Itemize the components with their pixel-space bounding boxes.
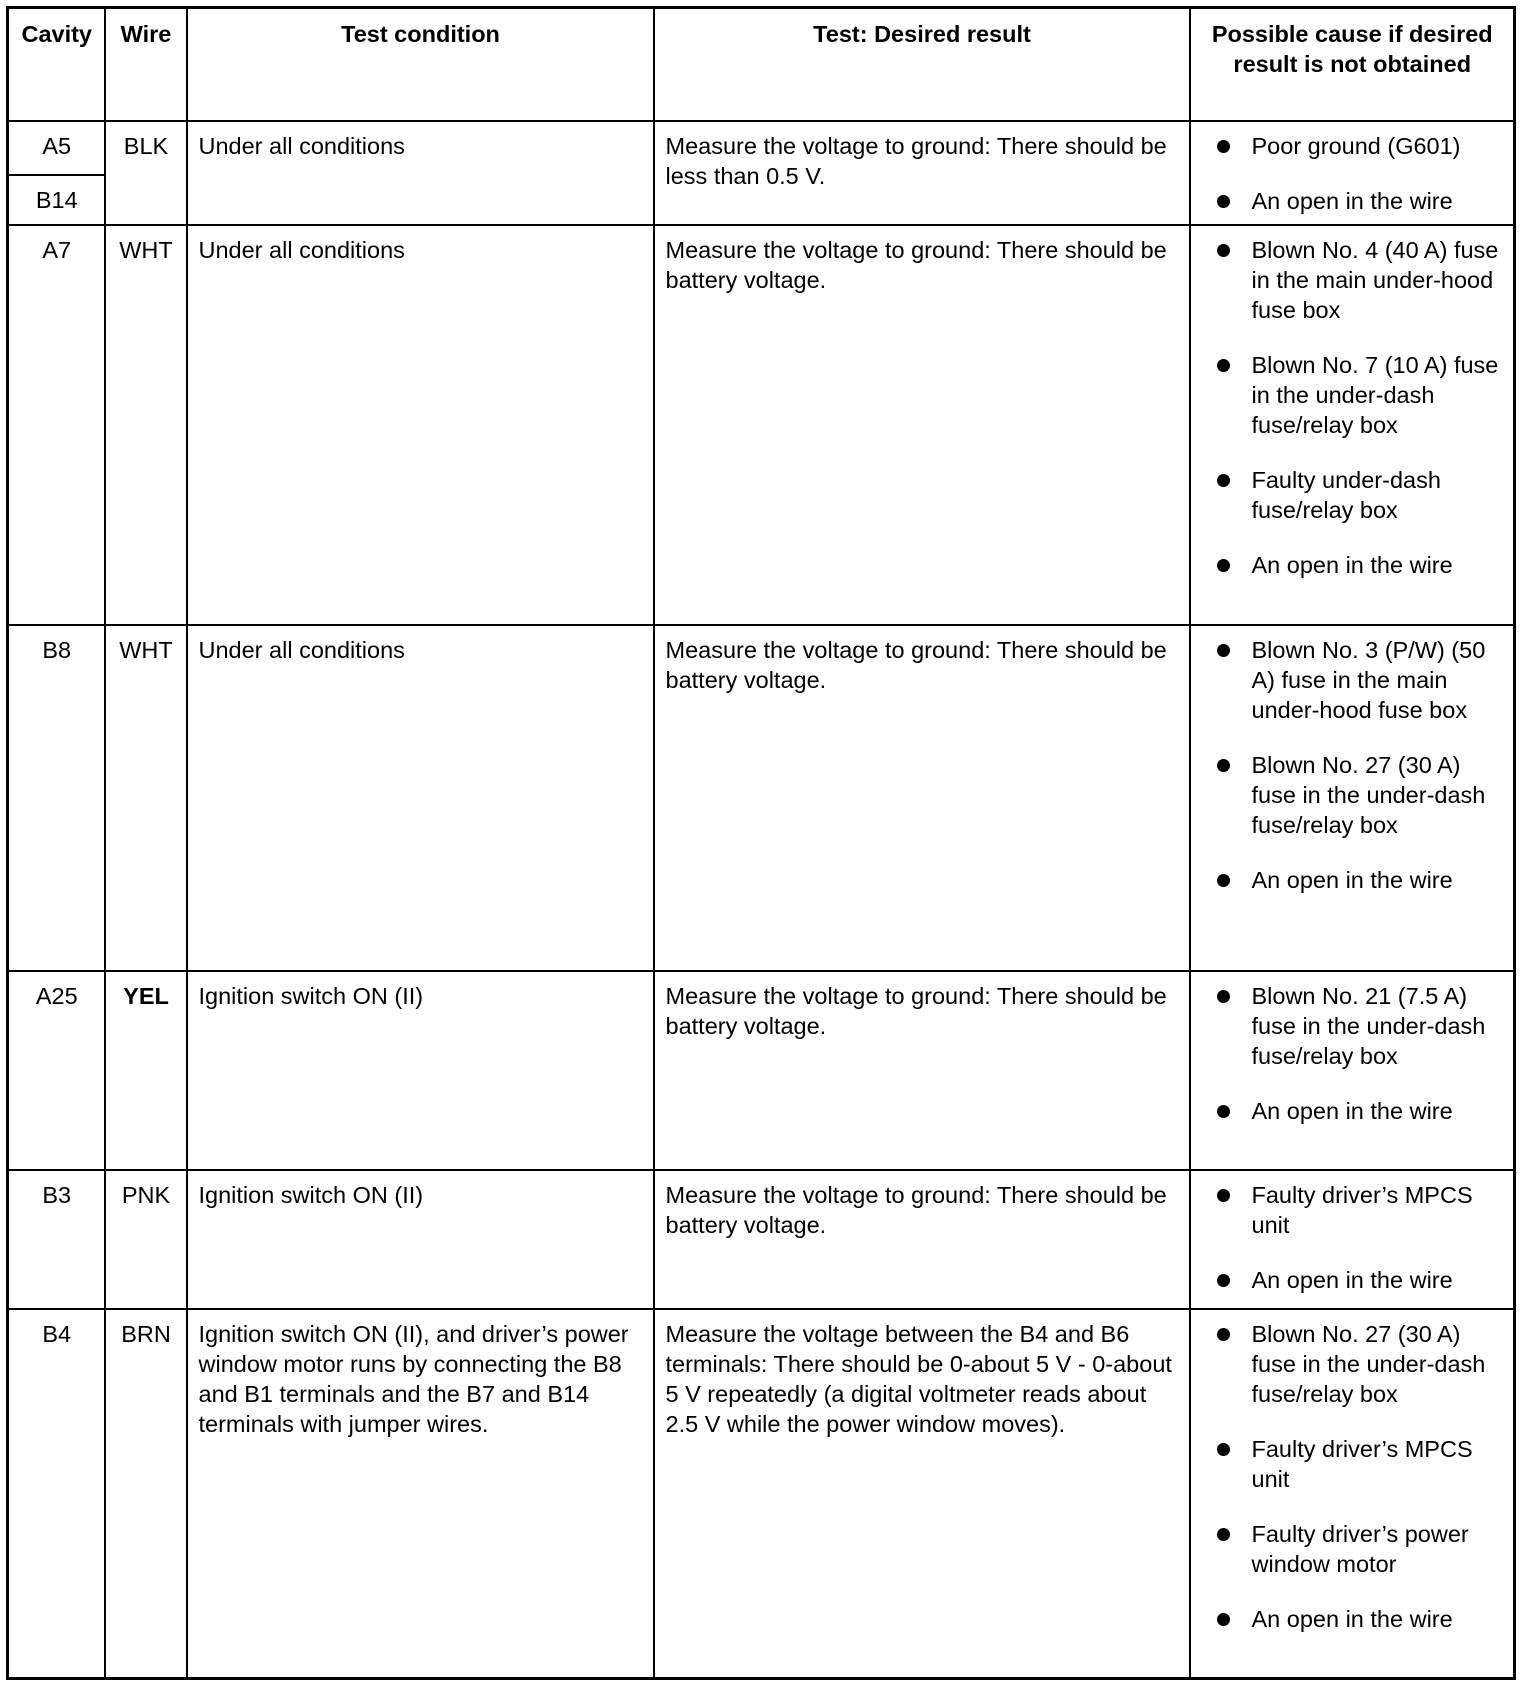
cause-cell xyxy=(1190,971,1515,1170)
cavity-cell: B8 xyxy=(8,625,105,971)
cause-list xyxy=(1202,235,1504,580)
cause-cell xyxy=(1190,121,1515,225)
result-cell: Measure the voltage to ground: There should be battery voltage. xyxy=(654,225,1190,625)
table-row-a5 xyxy=(8,121,1515,175)
cause-item xyxy=(1202,131,1504,161)
cause-text: An open in the wire xyxy=(1251,551,1453,578)
cause-item xyxy=(1202,1319,1504,1409)
header-test-condition: Test condition xyxy=(187,8,654,121)
condition-cell: Under all conditions xyxy=(187,625,654,971)
cause-text: Blown No. 27 (30 A) fuse in the under-dash fuse/relay box xyxy=(1251,1320,1486,1407)
bullet-icon xyxy=(1217,1274,1230,1287)
result-cell: Measure the voltage between the B4 and B6 terminals: There should be 0-about 5 V - 0-about 5 V repeatedly (a digital voltmeter reads about 2.5 V while the power window moves). xyxy=(654,1309,1190,1679)
cavity-cell: A25 xyxy=(8,971,105,1170)
bullet-icon xyxy=(1217,990,1230,1003)
bullet-icon xyxy=(1217,140,1230,153)
cavity-cell: B3 xyxy=(8,1170,105,1309)
bullet-icon xyxy=(1217,1328,1230,1341)
cause-text: Faulty driver’s power window motor xyxy=(1251,1520,1469,1577)
connector-test-table-wrapper xyxy=(6,6,1516,1680)
result-cell: Measure the voltage to ground: There should be battery voltage. xyxy=(654,625,1190,971)
table-row-a7 xyxy=(8,225,1515,625)
header-cavity: Cavity xyxy=(8,8,105,121)
bullet-icon xyxy=(1217,1105,1230,1118)
cause-text: Blown No. 7 (10 A) fuse in the under-dash fuse/relay box xyxy=(1251,351,1499,438)
cause-text: Poor ground (G601) xyxy=(1251,132,1461,159)
cause-item xyxy=(1202,1180,1504,1240)
bullet-icon xyxy=(1217,1528,1230,1541)
wire-cell: BLK xyxy=(105,121,187,225)
cause-item xyxy=(1202,186,1504,216)
wire-cell: WHT xyxy=(105,225,187,625)
bullet-icon xyxy=(1217,474,1230,487)
cause-item xyxy=(1202,750,1504,840)
header-wire: Wire xyxy=(105,8,187,121)
cavity-cell: A5 xyxy=(8,121,105,175)
bullet-icon xyxy=(1217,1443,1230,1456)
cause-item xyxy=(1202,1604,1504,1634)
cause-text: An open in the wire xyxy=(1251,866,1453,893)
cause-item xyxy=(1202,1265,1504,1295)
result-cell: Measure the voltage to ground: There should be less than 0.5 V. xyxy=(654,121,1190,225)
connector-test-table xyxy=(6,6,1516,1680)
condition-cell: Ignition switch ON (II) xyxy=(187,1170,654,1309)
cause-item xyxy=(1202,981,1504,1071)
cavity-cell: B4 xyxy=(8,1309,105,1679)
bullet-icon xyxy=(1217,1613,1230,1626)
cause-item xyxy=(1202,635,1504,725)
wire-cell: PNK xyxy=(105,1170,187,1309)
cause-text: An open in the wire xyxy=(1251,1097,1453,1124)
cause-text: An open in the wire xyxy=(1251,187,1453,214)
cause-text: Faulty driver’s MPCS unit xyxy=(1251,1435,1473,1492)
cause-list xyxy=(1202,1180,1504,1295)
cause-item xyxy=(1202,350,1504,440)
header-possible-cause: Possible cause if desired result is not obtained xyxy=(1190,8,1515,121)
cause-list xyxy=(1202,131,1504,216)
header-row xyxy=(8,8,1515,121)
cause-text: Blown No. 21 (7.5 A) fuse in the under-dash fuse/relay box xyxy=(1251,982,1486,1069)
result-cell: Measure the voltage to ground: There should be battery voltage. xyxy=(654,1170,1190,1309)
wire-cell: YEL xyxy=(105,971,187,1170)
bullet-icon xyxy=(1217,644,1230,657)
cause-item xyxy=(1202,465,1504,525)
cause-text: Faulty driver’s MPCS unit xyxy=(1251,1181,1473,1238)
cavity-cell: B14 xyxy=(8,175,105,225)
condition-cell: Under all conditions xyxy=(187,225,654,625)
condition-cell: Ignition switch ON (II) xyxy=(187,971,654,1170)
cause-cell xyxy=(1190,225,1515,625)
wire-cell: WHT xyxy=(105,625,187,971)
table-row-b4 xyxy=(8,1309,1515,1679)
result-cell: Measure the voltage to ground: There should be battery voltage. xyxy=(654,971,1190,1170)
cause-list xyxy=(1202,635,1504,895)
cause-item xyxy=(1202,550,1504,580)
cause-text: Blown No. 27 (30 A) fuse in the under-dash fuse/relay box xyxy=(1251,751,1486,838)
bullet-icon xyxy=(1217,244,1230,257)
bullet-icon xyxy=(1217,559,1230,572)
cause-item xyxy=(1202,1434,1504,1494)
cause-cell xyxy=(1190,1170,1515,1309)
cause-item xyxy=(1202,235,1504,325)
bullet-icon xyxy=(1217,759,1230,772)
condition-cell: Under all conditions xyxy=(187,121,654,225)
table-row-b8 xyxy=(8,625,1515,971)
cause-item xyxy=(1202,865,1504,895)
cavity-cell: A7 xyxy=(8,225,105,625)
cause-item xyxy=(1202,1519,1504,1579)
cause-cell xyxy=(1190,1309,1515,1679)
cause-text: An open in the wire xyxy=(1251,1266,1453,1293)
bullet-icon xyxy=(1217,874,1230,887)
cause-text: Blown No. 3 (P/W) (50 A) fuse in the main under-hood fuse box xyxy=(1251,636,1486,723)
bullet-icon xyxy=(1217,195,1230,208)
table-row-a25 xyxy=(8,971,1515,1170)
table-row-b3 xyxy=(8,1170,1515,1309)
bullet-icon xyxy=(1217,359,1230,372)
cause-cell xyxy=(1190,625,1515,971)
cause-text: An open in the wire xyxy=(1251,1605,1453,1632)
header-desired-result: Test: Desired result xyxy=(654,8,1190,121)
bullet-icon xyxy=(1217,1189,1230,1202)
cause-text: Blown No. 4 (40 A) fuse in the main under-hood fuse box xyxy=(1251,236,1499,323)
cause-list xyxy=(1202,981,1504,1126)
condition-cell: Ignition switch ON (II), and driver’s power window motor runs by connecting the B8 and B1 terminals and the B7 and B14 terminals with jumper wires. xyxy=(187,1309,654,1679)
cause-text: Faulty under-dash fuse/relay box xyxy=(1251,466,1441,523)
cause-item xyxy=(1202,1096,1504,1126)
cause-list xyxy=(1202,1319,1504,1634)
wire-cell: BRN xyxy=(105,1309,187,1679)
